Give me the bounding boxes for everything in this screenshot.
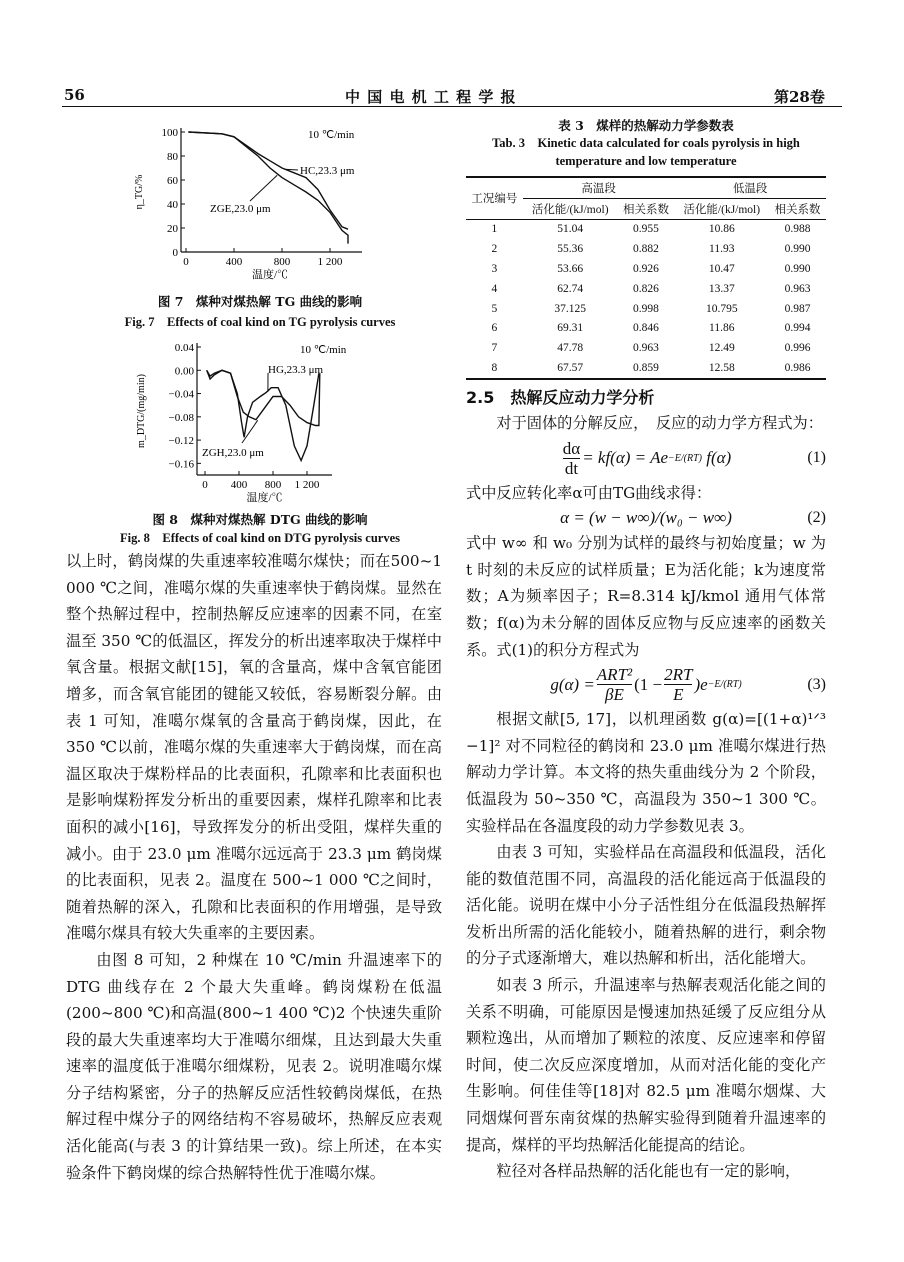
x-tick-label: 0 (202, 479, 208, 491)
series-label: ZGH,23.0 μm (202, 447, 264, 459)
table-row (466, 279, 826, 299)
table-cell: 69.31 (557, 322, 584, 335)
table-cell: 0.926 (633, 263, 659, 276)
table-row (466, 358, 826, 379)
fig7-chart (130, 115, 390, 295)
y-axis-label: η_TG/% (134, 174, 145, 210)
x-tick-label: 1 200 (317, 256, 343, 268)
fig8-caption-en: Fig. 8 Effects of coal kind on DTG pyrolysis curves (120, 531, 400, 545)
table-cell: 0.990 (784, 263, 811, 276)
volume-label: 第28卷 (774, 88, 825, 106)
right-text (466, 410, 826, 437)
right-column (466, 116, 826, 1185)
table-cell: 5 (491, 302, 498, 315)
series-label: ZGE,23.0 μm (210, 203, 271, 215)
paragraph: 式中 w∞ 和 w₀ 分别为试样的最终与初始度量；w 为 t 时刻的未反应的试样质量；E为活化能；k为速度常数；A为频率因子；R=8.314 kJ/kmol 通用气体常数；f(α)为未分解的固体反应物与反应速率的函数关系。式(1)的积分方程式为 (466, 534, 826, 659)
y-tick-label: 80 (167, 151, 178, 163)
rate-annotation: 10 ℃/min (300, 344, 347, 356)
table-cell: 10.47 (708, 263, 735, 276)
col-header-r-high: 相关系数 (622, 203, 669, 216)
table-cell: 3 (491, 263, 498, 276)
table-cell: 12.49 (708, 342, 735, 355)
series-line-b (188, 132, 348, 244)
x-tick-label: 800 (273, 256, 291, 268)
table-row (466, 239, 826, 259)
table-cell: 2 (491, 243, 498, 256)
eq3-tail: )e (694, 674, 708, 694)
paragraph: 根据文献[5, 17]，以机理函数 g(α)=[(1+α)¹ᐟ³ −1]² 对不同粒径的鹤岗和 23.0 μm 准噶尔煤进行热解动力学计算。本文将的热失重曲线分为 2 个阶段，低温段为 50~350 ℃，高温段为 350~1 300 ℃。实验样品在各温度段的动力学参数见表 3。 (466, 710, 826, 835)
paragraph: 对于固体的分解反应， 反应的动力学方程式为： (496, 413, 823, 432)
legend-leader (250, 175, 277, 201)
table-cell: 0.987 (784, 302, 811, 315)
table-cell: 0.859 (618, 358, 675, 379)
x-tick-label: 0 (183, 256, 189, 268)
series-label: HC,23.3 μm (300, 165, 355, 177)
table-cell: 0.998 (633, 302, 659, 315)
y-tick-label: 0.04 (174, 342, 194, 354)
table-cell: 1 (491, 223, 498, 236)
col-header-ea-low: 活化能/(kJ/mol) (683, 203, 761, 216)
eq1-body: = kf(α) = Ae (582, 448, 669, 468)
eq3-lhs: g(α) = (550, 674, 595, 694)
paragraph: 粒径对各样品热解的活化能也有一定的影响， (496, 1162, 801, 1181)
y-axis-label: m_DTG/(mg/min) (136, 374, 147, 448)
table-row (466, 338, 826, 358)
table-cell: 4 (491, 282, 498, 295)
left-column (66, 548, 442, 1186)
table3-caption-cn: 表 3 煤样的热解动力学参数表 (558, 118, 734, 133)
y-tick-label: 0.00 (174, 365, 194, 378)
equation-2 (466, 506, 826, 530)
table-cell: 0.994 (784, 322, 811, 335)
y-tick-label: −0.12 (168, 435, 194, 448)
eq3-number: (3) (807, 675, 826, 693)
y-tick-label: 40 (167, 199, 178, 211)
header-rule (62, 106, 842, 107)
fig7-caption-cn: 图 7 煤种对煤热解 TG 曲线的影响 (157, 294, 363, 309)
table3-caption-en: Tab. 3 Kinetic data calculated for coals pyrolysis in high temperature and low temperature (492, 136, 800, 168)
col-header-case: 工况编号 (466, 177, 523, 219)
series-line-b (207, 370, 320, 425)
table-cell: 0.988 (784, 223, 811, 236)
x-axis-label: 温度/℃ (251, 269, 289, 281)
eq2-number: (2) (807, 509, 826, 527)
rate-annotation: 10 ℃/min (308, 129, 355, 141)
fig7-caption-en: Fig. 7 Effects of coal kind on TG pyrolysis curves (124, 315, 396, 329)
table-cell: 0.963 (784, 282, 811, 295)
y-tick-label: −0.16 (168, 458, 194, 471)
table-cell: 0.990 (784, 243, 811, 256)
eq3-num2: 2RT (664, 665, 693, 685)
table-cell: 0.826 (633, 282, 659, 295)
eq3-mid: (1 − (634, 674, 663, 694)
eq2-body: α = (w − w∞)/(w₀ − w∞) (560, 508, 732, 528)
eq3-den1: βE (605, 685, 624, 705)
col-header-r-low: 相关系数 (774, 203, 821, 216)
table-cell: 10.795 (705, 302, 738, 315)
x-tick-label: 1 200 (294, 479, 320, 491)
equation-3 (466, 663, 826, 706)
y-tick-label: 20 (167, 223, 178, 235)
table-cell: 11.86 (709, 322, 735, 335)
eq3-sup: −E/(RT) (707, 679, 742, 691)
eq1-num: dα (562, 438, 581, 458)
table-cell: 0.882 (633, 243, 659, 256)
fig8-caption-cn: 图 8 煤种对煤热解 DTG 曲线的影响 (152, 512, 368, 527)
table-row (466, 219, 826, 239)
y-tick-label: 0 (172, 247, 178, 259)
paragraph: 由表 3 可知，实验样品在高温段和低温段，活化能的数值范围不同，高温段的活化能远高于低温段的活化能。说明在煤中小分子活性组分在低温段热解挥发析出所需的活化能较小，随着热解的进行，剩余物的分子式逐渐增大，难以热解和析出，活化能增大。 (466, 843, 826, 968)
table-cell: 0.955 (633, 223, 659, 236)
table-cell: 0.846 (633, 322, 659, 335)
y-tick-label: −0.04 (168, 388, 194, 401)
table-cell: 55.36 (557, 243, 584, 256)
fig8-chart (130, 335, 390, 510)
table-cell: 47.78 (557, 342, 584, 355)
eq1-den: dt (564, 458, 579, 478)
table-cell: 10.86 (708, 223, 735, 236)
series-label: HG,23.3 μm (268, 364, 324, 376)
table-cell: 13.37 (708, 282, 735, 295)
x-tick-label: 800 (264, 479, 282, 491)
right-text (466, 480, 826, 507)
table-cell: 51.04 (557, 223, 584, 236)
table-cell: 67.57 (523, 358, 618, 379)
journal-title: 中 国 电 机 工 程 学 报 (345, 88, 517, 106)
table-cell: 0.996 (784, 342, 811, 355)
y-tick-label: 60 (167, 175, 178, 187)
table-cell: 0.986 (769, 358, 826, 379)
x-tick-label: 400 (230, 479, 248, 491)
col-header-ea-high: 活化能/(kJ/mol) (531, 203, 609, 216)
group-header-high: 高温段 (523, 177, 675, 198)
x-tick-label: 400 (225, 256, 243, 268)
right-body (466, 706, 826, 1185)
table-cell: 11.93 (709, 243, 735, 256)
paragraph: 式中反应转化率α可由TG曲线求得： (466, 483, 712, 502)
y-tick-label: 100 (161, 127, 178, 139)
table-cell: 53.66 (557, 263, 584, 276)
paragraph: 如表 3 所示，升温速率与热解表观活化能之间的关系不明确，可能原因是慢速加热延缓了反应组分从颗粒逸出，从而增加了颗粒的浓度、反应速率和停留时间，使二次反应深度增加，从而对活化能的变化产生影响。何佳佳等[18]对 82.5 μm 准噶尔烟煤、大同烟煤何晋东南贫煤的热解实验得到随着升温速率的提高，煤样的平均热解活化能提高的结论。 (466, 976, 826, 1154)
group-header-low: 低温段 (674, 177, 826, 198)
table-row (466, 299, 826, 319)
table-row (466, 319, 826, 339)
eq1-number: (1) (807, 449, 826, 467)
table-row (466, 259, 826, 279)
eq1-tail: f(α) (706, 448, 732, 468)
eq3-num1: ART² (596, 665, 633, 685)
table-cell: 7 (491, 342, 498, 355)
section-heading: 2.5 热解反应动力学分析 (466, 387, 655, 407)
right-text (466, 530, 826, 663)
paragraph: 以上时，鹤岗煤的失重速率较准噶尔煤快；而在500~1 000 ℃之间，准噶尔煤的失重速率快于鹤岗煤。显然在整个热解过程中，控制热解反应速率的因素不同，在室温至 350 ℃的低温区，挥发分的析出速率取决于煤样中氧含量。根据文献[15]，氧的含量高，煤中含氧官能团增多，而含氧官能团的键能又较低，容易断裂分解。由表 1 可知，准噶尔煤氧的含量高于鹤岗煤，因此，在 350 ℃以前，准噶尔煤的失重速率大于鹤岗煤，而在高温区取决于煤粉样品的比表面积，孔隙率和比表面积也是影响煤粉挥发分析出的重要因素，煤样孔隙率和比表面积的减小[16]，导致挥发分的析出受阻，煤样失重的减小。由于 23.0 μm 准噶尔远远高于 23.3 μm 鹤岗煤的比表面积，见表 2。温度在 500~1 000 ℃之间时，随着热解的深入，孔隙和比表面积的作用增强，是导致准噶尔煤具有较大失重率的主要因素。 (66, 552, 442, 943)
equation-1 (466, 437, 826, 480)
eq1-sup: −E/(RT) (668, 452, 702, 464)
table-cell: 8 (466, 358, 523, 379)
table-cell: 0.963 (633, 342, 659, 355)
page-number: 56 (64, 86, 85, 104)
table-cell: 12.58 (674, 358, 769, 379)
table-cell: 6 (491, 322, 498, 335)
table-cell: 37.125 (554, 302, 586, 315)
y-tick-label: −0.08 (168, 411, 194, 424)
paragraph: 由图 8 可知，2 种煤在 10 ℃/min 升温速率下的 DTG 曲线存在 2 个最大失重峰。鹤岗煤粉在低温(200~800 ℃)和高温(800~1 400 ℃)2 个快速失重阶段的最大失重速率均大于准噶尔细煤，且达到最大失重速率的温度低于准噶尔细煤粉，见表 2。说明准噶尔煤分子结构紧密，分子的热解反应活性较鹤岗煤低，在热解过程中煤分子的网络结构不容易破坏，热解反应表观活化能高(与表 3 的计算结果一致)。综上所述，在本实验条件下鹤岗煤的综合热解特性优于准噶尔煤。 (66, 950, 442, 1182)
table-cell: 62.74 (557, 282, 584, 295)
x-axis-label: 温度/℃ (246, 492, 283, 504)
table3 (466, 176, 826, 380)
eq3-den2: E (673, 685, 684, 705)
